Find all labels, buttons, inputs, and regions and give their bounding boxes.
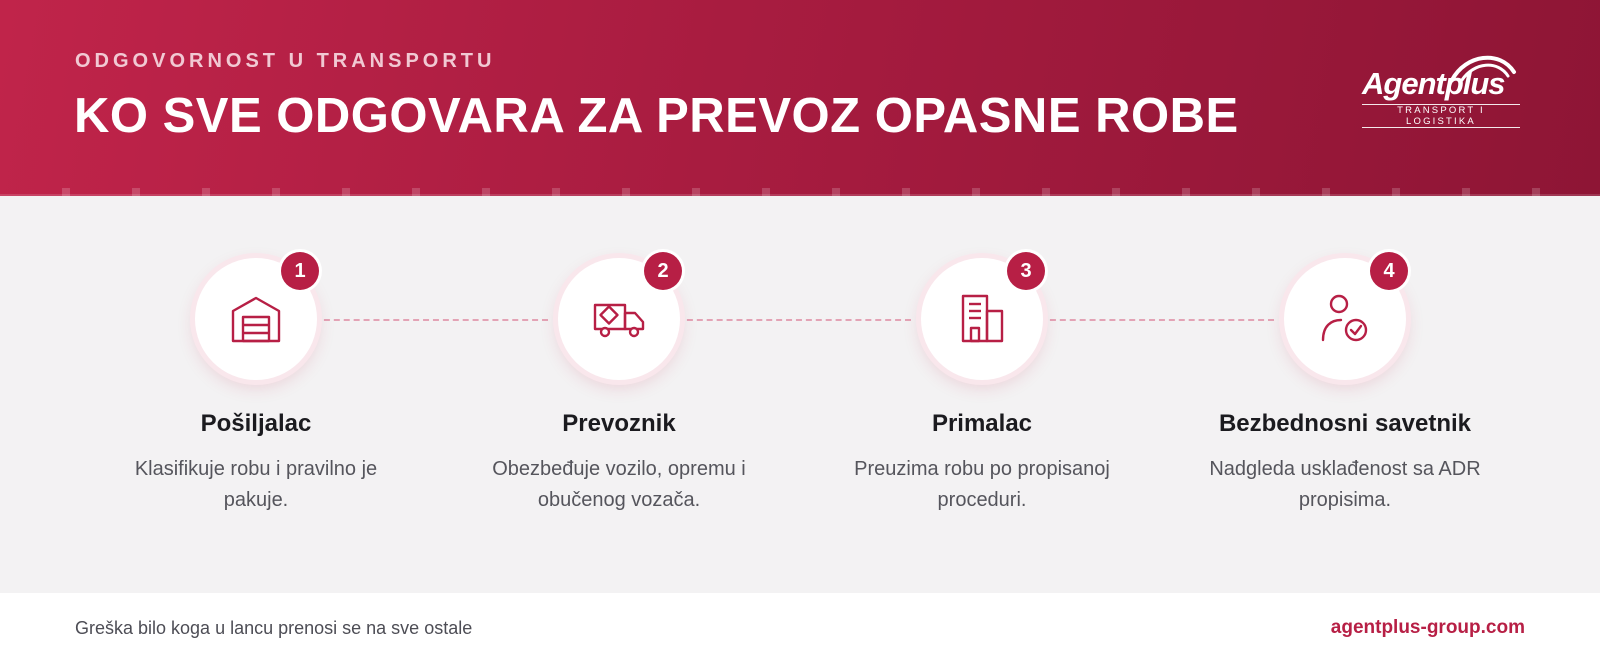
step-description: Nadgleda usklađenost sa ADR propisima. [1209, 458, 1481, 511]
step-title: Prevoznik [562, 410, 676, 437]
agentplus-logo[interactable] [1360, 50, 1525, 127]
header-banner [0, 0, 1600, 196]
step-connector [1040, 319, 1274, 321]
footer-bar [0, 593, 1600, 665]
step-number-badge: 2 [644, 252, 682, 290]
step-number-badge: 4 [1370, 252, 1408, 290]
step-connector [314, 319, 548, 321]
step-connector [677, 319, 911, 321]
logo-tagline: TRANSPORT I LOGISTIKA [1362, 104, 1520, 128]
step-number-badge: 3 [1007, 252, 1045, 290]
step-description: Klasifikuje robu i pravilno je pakuje. [134, 458, 378, 511]
truck-icon [593, 293, 645, 345]
step-description: Preuzima robu po propisanoj proceduri. [854, 458, 1110, 511]
building-icon [956, 293, 1008, 345]
page-title: KO SVE ODGOVARA ZA PREVOZ OPASNE ROBE [74, 89, 1239, 143]
user-check-icon [1319, 293, 1371, 345]
warehouse-icon [230, 293, 282, 345]
step-description: Obezbeđuje vozilo, opremu i obučenog vozača. [492, 458, 746, 511]
header-divider [0, 194, 1600, 196]
step-title: Bezbednosni savetnik [1218, 410, 1472, 437]
step-number-badge: 1 [281, 252, 319, 290]
step-title: Pošiljalac [200, 410, 312, 437]
footer-note: Greška bilo koga u lancu prenosi se na sve ostale [75, 618, 473, 638]
website-link[interactable]: agentplus-group.com [1330, 617, 1525, 638]
step-title: Primalac [931, 410, 1033, 437]
logo-wordmark: Agentplus [1362, 66, 1505, 101]
header-kicker: ODGOVORNOST U TRANSPORTU [75, 50, 496, 72]
